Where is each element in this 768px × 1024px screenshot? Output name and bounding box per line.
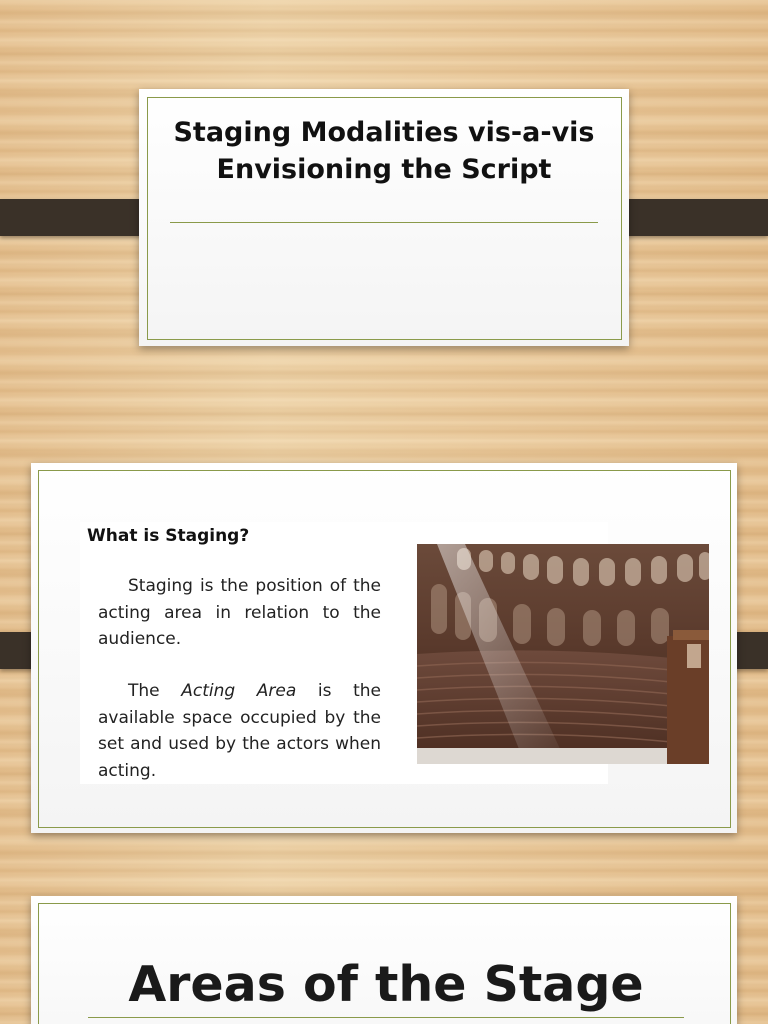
paragraph-text-before: The: [128, 681, 182, 701]
slide2-paragraph-staging: Staging is the position of the acting area in relation to the audience.: [98, 576, 381, 649]
slide1-left-strap: [0, 199, 155, 236]
slide1-title-underline: [170, 222, 598, 223]
slide2-heading: What is Staging?: [87, 526, 250, 546]
theater-interior-photo: [417, 544, 709, 764]
slide1-title: Staging Modalities vis-a-vis Envisioning the Script: [173, 117, 595, 185]
slide2-paragraph-acting-area: [98, 678, 381, 784]
paragraph-text-after: is the available space occupied by the set and used by the actors when acting.: [98, 681, 381, 781]
slide3-title-underline: [88, 1017, 684, 1018]
acting-area-term: Acting Area: [181, 681, 297, 701]
slide1-right-strap: [614, 199, 768, 236]
slide3-title: Areas of the Stage: [128, 956, 644, 1013]
